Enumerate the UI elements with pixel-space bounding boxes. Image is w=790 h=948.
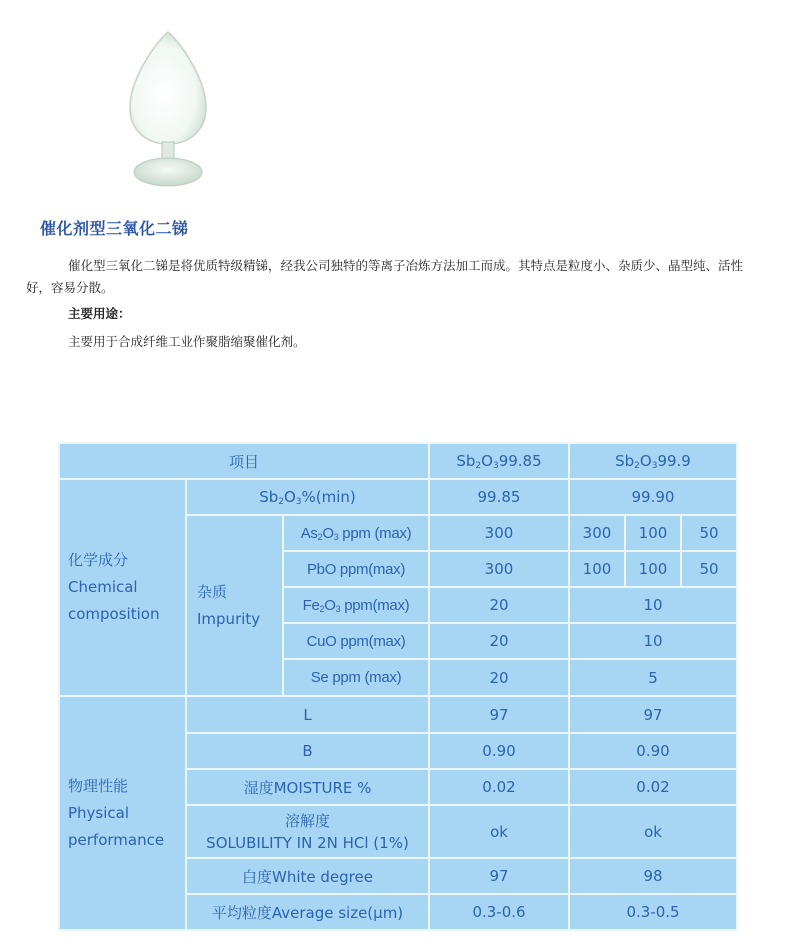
cell-grade-2b: 100 bbox=[625, 551, 681, 587]
cell-grade-1: 20 bbox=[429, 623, 569, 659]
cell-grade-1: 300 bbox=[429, 515, 569, 551]
row-label-l: L bbox=[186, 696, 429, 733]
table-row bbox=[59, 696, 737, 733]
table-row bbox=[59, 479, 737, 515]
row-label-solubility: 溶解度 SOLUBILITY IN 2N HCl (1%) bbox=[186, 805, 429, 858]
cell-grade-2a: 100 bbox=[569, 551, 625, 587]
row-label-pbo: PbO ppm(max) bbox=[283, 551, 429, 587]
row-label-fe2o3: $Fe_2O_3$ ppm(max) bbox=[283, 587, 429, 623]
row-label-main-content: $Sb_2O_3\%(\min)$ bbox=[186, 479, 429, 515]
cell-grade-1: 20 bbox=[429, 587, 569, 623]
cell-grade-2: 99.90 bbox=[569, 479, 737, 515]
product-image bbox=[126, 28, 210, 188]
spec-table bbox=[58, 442, 738, 931]
cell-grade-2: 0.02 bbox=[569, 769, 737, 805]
cell-grade-2: ok bbox=[569, 805, 737, 858]
cell-grade-1: ok bbox=[429, 805, 569, 858]
header-item: 项目 bbox=[59, 443, 429, 479]
cell-grade-2: 97 bbox=[569, 696, 737, 733]
row-label-b: B bbox=[186, 733, 429, 769]
usage-heading: 主要用途： bbox=[68, 306, 131, 321]
cell-grade-1: 97 bbox=[429, 696, 569, 733]
category-impurity: 杂质 Impurity bbox=[186, 515, 283, 696]
header-grade-2: $Sb_2O_399.9$ bbox=[569, 443, 737, 479]
row-label-as2o3: $As_2O_3$ ppm (max) bbox=[283, 515, 429, 551]
row-label-white-degree: 白度White degree bbox=[186, 858, 429, 894]
cell-grade-2: 0.90 bbox=[569, 733, 737, 769]
cell-grade-2: 10 bbox=[569, 587, 737, 623]
cell-grade-1: 0.02 bbox=[429, 769, 569, 805]
cell-grade-1: 0.90 bbox=[429, 733, 569, 769]
cell-grade-1: 0.3-0.6 bbox=[429, 894, 569, 930]
cell-grade-1: 20 bbox=[429, 659, 569, 696]
cell-grade-2a: 300 bbox=[569, 515, 625, 551]
flask-powder-icon bbox=[126, 28, 210, 188]
category-physical: 物理性能 Physical performance bbox=[59, 696, 186, 930]
cell-grade-2c: 50 bbox=[681, 515, 737, 551]
cell-grade-1: 97 bbox=[429, 858, 569, 894]
cell-grade-1: 99.85 bbox=[429, 479, 569, 515]
header-row bbox=[59, 443, 737, 479]
product-description bbox=[26, 255, 766, 353]
intro-paragraph: 催化型三氧化二锑是将优质特级精锑，经我公司独特的等离子冶炼方法加工而成。其特点是粒度小、杂质少、晶型纯、活性好，容易分散。 bbox=[26, 258, 744, 295]
row-label-moisture: 湿度MOISTURE % bbox=[186, 769, 429, 805]
category-chemical: 化学成分 Chemical composition bbox=[59, 479, 186, 696]
cell-grade-2: 0.3-0.5 bbox=[569, 894, 737, 930]
cell-grade-2c: 50 bbox=[681, 551, 737, 587]
row-label-se: Se ppm (max) bbox=[283, 659, 429, 696]
cell-grade-2: 10 bbox=[569, 623, 737, 659]
cell-grade-2b: 100 bbox=[625, 515, 681, 551]
cell-grade-1: 300 bbox=[429, 551, 569, 587]
cell-grade-2: 5 bbox=[569, 659, 737, 696]
product-title: 催化剂型三氧化二锑 bbox=[40, 219, 189, 238]
usage-text: 主要用于合成纤维工业作聚脂缩聚催化剂。 bbox=[68, 334, 306, 349]
row-label-cuo: CuO ppm(max) bbox=[283, 623, 429, 659]
row-label-average-size: 平均粒度Average size(μm) bbox=[186, 894, 429, 930]
cell-grade-2: 98 bbox=[569, 858, 737, 894]
header-grade-1: $Sb_2O_399.85$ bbox=[429, 443, 569, 479]
